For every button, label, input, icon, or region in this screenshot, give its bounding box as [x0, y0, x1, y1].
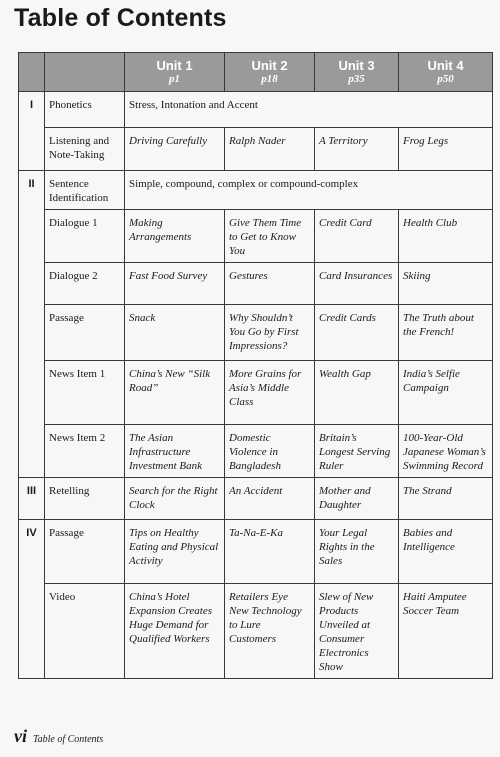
- span-cell: Stress, Intonation and Accent: [125, 92, 493, 128]
- row-listening: [19, 128, 493, 171]
- page-title: Table of Contents: [14, 4, 227, 32]
- row-news-2: [19, 425, 493, 478]
- cell: Mother and Daughter: [315, 478, 399, 520]
- cell: Babies and Intelligence: [399, 520, 493, 584]
- cell: Slew of New Products Unveiled at Consumer Electronics Show: [315, 584, 399, 679]
- cell: Frog Legs: [399, 128, 493, 171]
- cell: Gestures: [225, 263, 315, 305]
- header-blank-section: [19, 53, 45, 92]
- row-label: Retelling: [45, 478, 125, 520]
- cell: The Asian Infrastructure Investment Bank: [125, 425, 225, 478]
- row-label: Passage: [45, 520, 125, 584]
- cell: Tips on Healthy Eating and Physical Activity: [125, 520, 225, 584]
- cell: Skiing: [399, 263, 493, 305]
- cell: 100-Year-Old Japanese Woman’s Swimming Record: [399, 425, 493, 478]
- cell: Search for the Right Clock: [125, 478, 225, 520]
- cell: Credit Cards: [315, 305, 399, 361]
- cell: Driving Carefully: [125, 128, 225, 171]
- cell: Why Shouldn’t You Go by First Impressions?: [225, 305, 315, 361]
- page-footer: [14, 726, 103, 747]
- cell: Haiti Amputee Soccer Team: [399, 584, 493, 679]
- cell: Health Club: [399, 210, 493, 263]
- header-blank-label: [45, 53, 125, 92]
- section-marker-3: III: [19, 478, 45, 520]
- cell: Wealth Gap: [315, 361, 399, 425]
- cell: A Territory: [315, 128, 399, 171]
- row-label: News Item 2: [45, 425, 125, 478]
- cell: Card Insurances: [315, 263, 399, 305]
- cell: Give Them Time to Get to Know You: [225, 210, 315, 263]
- cell: India’s Selfie Campaign: [399, 361, 493, 425]
- cell: China’s Hotel Expansion Creates Huge Demand for Qualified Workers: [125, 584, 225, 679]
- cell: Ta-Na-E-Ka: [225, 520, 315, 584]
- unit-2-header: Unit 2 p18: [225, 53, 315, 92]
- row-label: Phonetics: [45, 92, 125, 128]
- unit-4-header: Unit 4 p50: [399, 53, 493, 92]
- cell: Ralph Nader: [225, 128, 315, 171]
- cell: Domestic Violence in Bangladesh: [225, 425, 315, 478]
- span-cell: Simple, compound, complex or compound-complex: [125, 171, 493, 210]
- contents-table: [18, 52, 493, 679]
- row-label: Sentence Identification: [45, 171, 125, 210]
- cell: Retailers Eye New Technology to Lure Customers: [225, 584, 315, 679]
- running-footer-title: Table of Contents: [33, 734, 104, 745]
- row-video: [19, 584, 493, 679]
- section-marker-1: I: [19, 92, 45, 171]
- row-label: Passage: [45, 305, 125, 361]
- cell: Britain’s Longest Serving Ruler: [315, 425, 399, 478]
- row-label: Video: [45, 584, 125, 679]
- row-sentence: [19, 171, 493, 210]
- row-news-1: [19, 361, 493, 425]
- cell: Making Arrangements: [125, 210, 225, 263]
- cell: Credit Card: [315, 210, 399, 263]
- row-phonetics: [19, 92, 493, 128]
- cell: The Truth about the French!: [399, 305, 493, 361]
- page-number: vi: [14, 726, 27, 746]
- row-dialogue-1: [19, 210, 493, 263]
- row-label: Dialogue 1: [45, 210, 125, 263]
- cell: More Grains for Asia’s Middle Class: [225, 361, 315, 425]
- cell: The Strand: [399, 478, 493, 520]
- unit-3-header: Unit 3 p35: [315, 53, 399, 92]
- unit-1-header: Unit 1 p1: [125, 53, 225, 92]
- cell: Fast Food Survey: [125, 263, 225, 305]
- cell: Your Legal Rights in the Sales: [315, 520, 399, 584]
- header-row: [19, 53, 493, 92]
- row-label: Dialogue 2: [45, 263, 125, 305]
- section-marker-4: IV: [19, 520, 45, 679]
- row-label: News Item 1: [45, 361, 125, 425]
- section-marker-2: II: [19, 171, 45, 478]
- row-dialogue-2: [19, 263, 493, 305]
- row-label: Listening and Note-Taking: [45, 128, 125, 171]
- cell: An Accident: [225, 478, 315, 520]
- row-passage-2: [19, 305, 493, 361]
- cell: China’s New “Silk Road”: [125, 361, 225, 425]
- row-retelling: [19, 478, 493, 520]
- cell: Snack: [125, 305, 225, 361]
- row-passage-4: [19, 520, 493, 584]
